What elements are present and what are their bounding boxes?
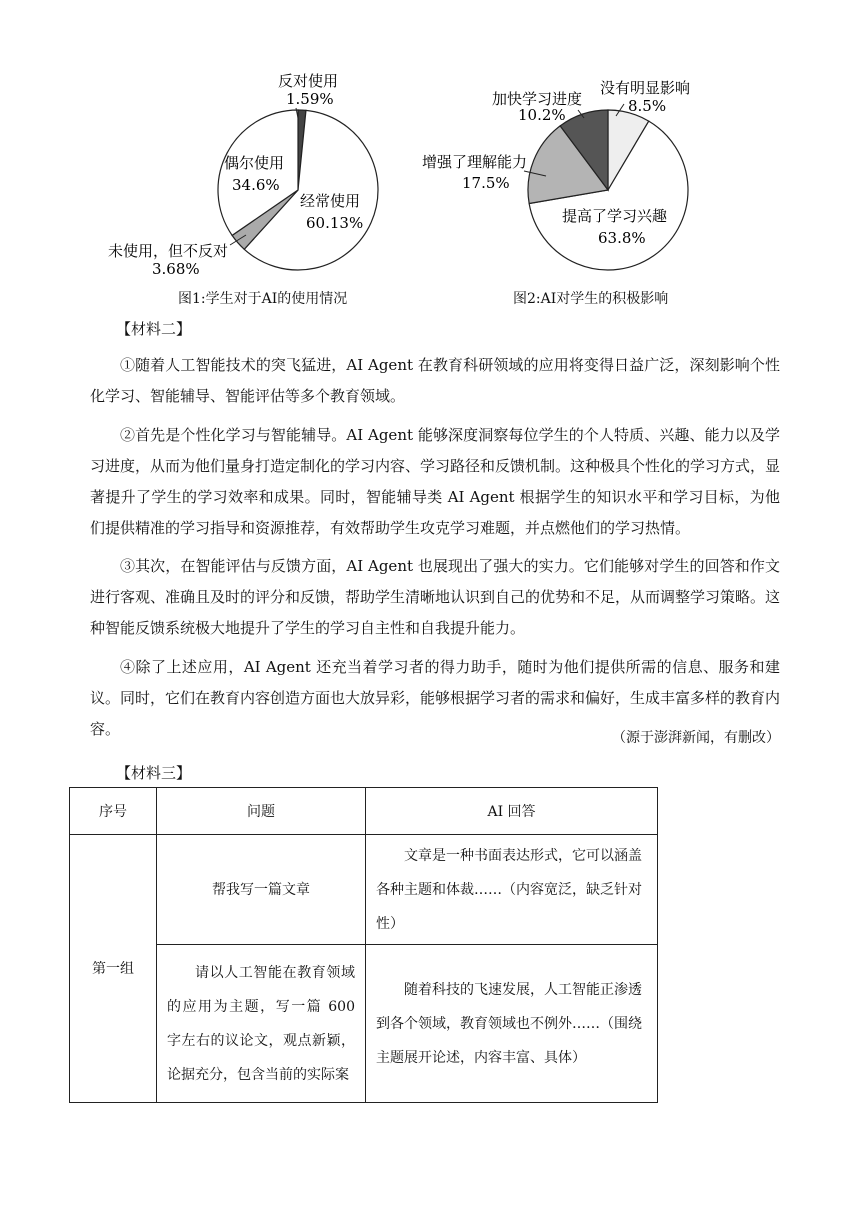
header-answer: AI 回答: [366, 788, 658, 835]
charts-area: [0, 0, 860, 320]
pie1-value-occasional: 34.6%: [232, 176, 280, 194]
group-cell: 第一组: [70, 835, 157, 1103]
pie2-label-speed: 加快学习进度: [492, 90, 583, 108]
figure2-caption: 图2:AI对学生的积极影响: [513, 291, 669, 307]
material2-paragraph-2: ②首先是个性化学习与智能辅导。AI Agent 能够深度洞察每位学生的个人特质、兴趣、能力以及学习进度，从而为他们量身打造定制化的学习内容、学习路径和反馈机制。这种极具个性化的学习方式，显著提升了学生的学习效率和成果。同时，智能辅导类 AI Agent 根据学生的知识水平和学习目标，为他们提供精准的学习指导和资源推荐，有效帮助学生攻克学习难题，并点燃他们的学习热情。: [90, 426, 781, 537]
figure1-caption: 图1:学生对于AI的使用情况: [178, 291, 348, 307]
pie2-value-none: 8.5%: [628, 97, 667, 115]
material2-paragraph-4: ④除了上述应用，AI Agent 还充当着学习者的得力助手，随时为他们提供所需的信息、服务和建议。同时，它们在教育内容创造方面也大放异彩，能够根据学习者的需求和偏好，生成丰富多样的教育内容。: [90, 658, 781, 738]
answer-cell: 文章是一种书面表达形式，它可以涵盖各种主题和体裁……（内容宽泛，缺乏针对性）: [366, 835, 658, 945]
pie2-value-speed: 10.2%: [518, 106, 566, 124]
pie1-value-unused: 3.68%: [152, 260, 200, 278]
pie1-label-occasional: 偶尔使用: [224, 154, 285, 172]
pie1-value-often: 60.13%: [306, 214, 364, 232]
header-question: 问题: [157, 788, 366, 835]
material3-label: 【材料三】: [116, 764, 192, 782]
header-index: 序号: [70, 788, 157, 835]
pie2-value-interest: 63.8%: [598, 229, 646, 247]
material2-paragraph-1: ①随着人工智能技术的突飞猛进，AI Agent 在教育科研领域的应用将变得日益广泛，深刻影响个性化学习、智能辅导、智能评估等多个教育领域。: [90, 356, 780, 405]
question-cell: 帮我写一篇文章: [157, 835, 366, 945]
pie1-value-oppose: 1.59%: [286, 90, 334, 108]
pie1-label-unused: 未使用，但不反对: [108, 242, 229, 260]
pie1-label-often: 经常使用: [300, 192, 361, 210]
material2-label: 【材料二】: [116, 320, 192, 338]
material2-source: （源于澎湃新闻，有删改）: [612, 730, 780, 746]
question-cell: 请以人工智能在教育领域的应用为主题，写一篇 600 字左右的议论文，观点新颖，论据充分，包含当前的实际案: [157, 945, 366, 1103]
ai-qa-table: [69, 787, 658, 1103]
table-row: [70, 835, 658, 945]
table-row: [70, 945, 658, 1103]
pie2-label-interest: 提高了学习兴趣: [562, 207, 668, 225]
pie-charts-svg: [0, 0, 860, 320]
table-header-row: [70, 788, 658, 835]
answer-cell: 随着科技的飞速发展，人工智能正渗透到各个领域，教育领域也不例外……（围绕主题展开论述，内容丰富、具体）: [366, 945, 658, 1103]
material2-paragraph-3: ③其次，在智能评估与反馈方面，AI Agent 也展现出了强大的实力。它们能够对学生的回答和作文进行客观、准确且及时的评分和反馈，帮助学生清晰地认识到自己的优势和不足，从而调整学习策略。这种智能反馈系统极大地提升了学生的学习自主性和自我提升能力。: [90, 557, 781, 637]
pie2-label-none: 没有明显影响: [600, 79, 691, 97]
pie1-label-oppose: 反对使用: [278, 72, 339, 90]
pie2-value-understand: 17.5%: [462, 174, 510, 192]
pie2-label-understand: 增强了理解能力: [422, 153, 528, 171]
